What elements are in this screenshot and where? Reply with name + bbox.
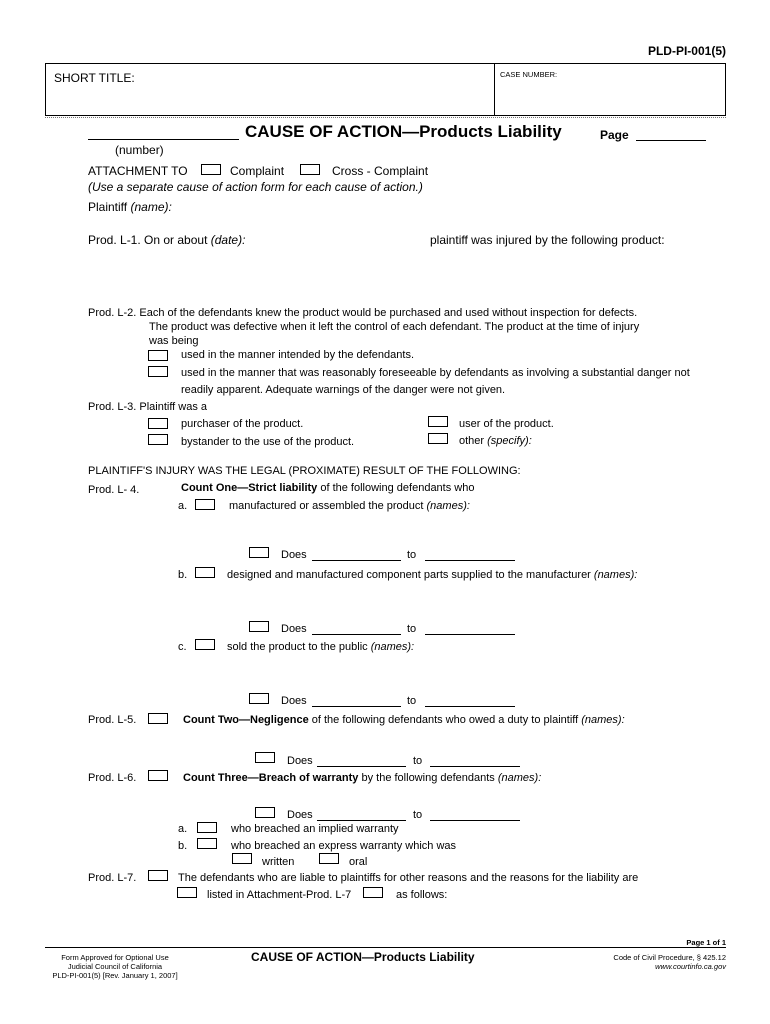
l4-c-line	[227, 641, 414, 653]
l4b-to-label: to	[407, 623, 417, 635]
l7-checkbox[interactable]	[148, 870, 168, 881]
header-dotted-rule	[45, 117, 726, 118]
l5-does-checkbox[interactable]	[255, 752, 275, 763]
l6-a-letter: a.	[178, 823, 188, 835]
l1-tail: plaintiff was injured by the following product:	[430, 233, 665, 247]
footer-rev: PLD-PI-001(5) [Rev. January 1, 2007]	[52, 971, 178, 980]
l7-listed: listed in Attachment-Prod. L-7	[207, 889, 352, 901]
plaintiff-name-field[interactable]	[170, 198, 720, 214]
footer-page: Page 1 of 1	[686, 938, 726, 947]
written-label: written	[262, 856, 295, 868]
header-box	[45, 63, 726, 116]
purchaser-checkbox[interactable]	[148, 418, 168, 429]
l6a-checkbox[interactable]	[197, 822, 217, 833]
l5-does-label: Does	[287, 755, 313, 767]
l6-does-label: Does	[287, 809, 313, 821]
l5-to-label: to	[413, 755, 423, 767]
l7-as-follows-checkbox[interactable]	[363, 887, 383, 898]
l4-a-text: manufactured or assembled the product	[229, 500, 424, 512]
l4a-does-to-field[interactable]	[425, 560, 515, 561]
l5-label: Prod. L-5.	[88, 714, 137, 726]
l4-count-rest: of the following defendants who	[320, 482, 475, 494]
attachment-instruction: (Use a separate cause of action form for each cause of action.)	[88, 180, 423, 194]
l2-opt1: used in the manner intended by the defendants.	[181, 349, 415, 361]
number-label: (number)	[115, 143, 164, 157]
l7-line1: The defendants who are liable to plaintiffs for other reasons and the reasons for the liability are	[178, 872, 639, 884]
footer-council: Judicial Council of California	[67, 962, 163, 971]
purchaser-label: purchaser of the product.	[181, 418, 304, 430]
l4c-does-label: Does	[281, 695, 307, 707]
l4c-does-from-field[interactable]	[312, 706, 401, 707]
l4-count-title: Count One—Strict liability	[181, 482, 318, 494]
footer-site[interactable]: www.courtinfo.ca.gov	[655, 962, 726, 971]
user-checkbox[interactable]	[428, 416, 448, 427]
l4-a-names-hint: (names):	[426, 500, 470, 512]
other-checkbox[interactable]	[428, 433, 448, 444]
injury-heading: PLAINTIFF'S INJURY WAS THE LEGAL (PROXIMATE) RESULT OF THE FOLLOWING:	[88, 465, 521, 477]
l6-checkbox[interactable]	[148, 770, 168, 781]
cause-number-field[interactable]	[88, 139, 239, 140]
l4a-checkbox[interactable]	[195, 499, 215, 510]
l7-as-follows: as follows:	[396, 889, 448, 901]
l4c-checkbox[interactable]	[195, 639, 215, 650]
l4a-does-from-field[interactable]	[312, 560, 401, 561]
l4c-does-checkbox[interactable]	[249, 693, 269, 704]
l5-checkbox[interactable]	[148, 713, 168, 724]
l5-count-title: Count Two—Negligence	[183, 714, 309, 726]
l4-label: Prod. L- 4.	[88, 484, 140, 496]
plaintiff-label	[88, 200, 172, 214]
other-text: other	[459, 435, 485, 447]
l4b-does-label: Does	[281, 623, 307, 635]
short-title-label: SHORT TITLE:	[54, 71, 135, 85]
l4a-to-label: to	[407, 549, 417, 561]
oral-label: oral	[349, 856, 368, 868]
l4-b-line	[227, 569, 637, 581]
l1-date-hint: (date):	[210, 233, 246, 247]
other-specify-hint: (specify):	[487, 435, 532, 447]
plaintiff-text: Plaintiff	[88, 200, 128, 214]
case-number-label: CASE NUMBER:	[500, 70, 558, 79]
bystander-label: bystander to the use of the product.	[181, 436, 355, 448]
l5-does-from-field[interactable]	[317, 766, 406, 767]
l2-intended-checkbox[interactable]	[148, 350, 168, 361]
cross-complaint-checkbox[interactable]	[300, 164, 320, 175]
l4c-to-label: to	[407, 695, 417, 707]
footer-code: Code of Civil Procedure, § 425.12	[613, 953, 726, 962]
product-field[interactable]	[88, 252, 718, 302]
l5-count-line	[183, 714, 625, 726]
l4-count-line	[181, 482, 474, 494]
l2-line2: The product was defective when it left the control of each defendant. The product at the time of injury	[149, 321, 640, 333]
l6-count-title: Count Three—Breach of warranty	[183, 772, 359, 784]
form-title: CAUSE OF ACTION—Products Liability	[245, 122, 562, 141]
l6-count-line	[183, 772, 541, 784]
user-label: user of the product.	[459, 418, 554, 430]
footer-right	[613, 953, 726, 971]
l6-does-to-field[interactable]	[430, 820, 520, 821]
l6-b-text: who breached an express warranty which was	[231, 840, 457, 852]
l4-b-letter: b.	[178, 569, 188, 581]
l4-c-names-hint: (names):	[370, 641, 415, 653]
l4b-does-checkbox[interactable]	[249, 621, 269, 632]
footer-left	[30, 953, 200, 980]
l6-does-from-field[interactable]	[317, 820, 406, 821]
bystander-checkbox[interactable]	[148, 434, 168, 445]
l6b-checkbox[interactable]	[197, 838, 217, 849]
other-label	[459, 435, 532, 447]
l4-b-text: designed and manufactured component parts supplied to the manufacturer	[227, 569, 591, 581]
form-id: PLD-PI-001(5)	[647, 44, 726, 58]
plaintiff-name-hint: (name):	[130, 200, 172, 214]
cross-complaint-label: Cross - Complaint	[332, 164, 429, 178]
footer-title: CAUSE OF ACTION—Products Liability	[251, 950, 475, 964]
l4a-does-label: Does	[281, 549, 307, 561]
l3-label: Prod. L-3. Plaintiff was a	[88, 401, 208, 413]
l4b-does-from-field[interactable]	[312, 634, 401, 635]
l2-line3: was being	[149, 335, 199, 347]
l4-c-text: sold the product to the public	[227, 641, 368, 653]
l2-foreseeable-checkbox[interactable]	[148, 366, 168, 377]
l2-opt2b: readily apparent. Adequate warnings of the danger were not given.	[181, 384, 506, 396]
l5-names-hint: (names):	[581, 714, 625, 726]
l2-line1: Prod. L-2. Each of the defendants knew the product would be purchased and used without inspection for defects.	[88, 307, 638, 319]
l6-names-hint: (names):	[497, 772, 542, 784]
l7-reasons-field[interactable]	[88, 906, 718, 936]
case-number-field[interactable]	[499, 82, 721, 112]
l6-b-letter: b.	[178, 840, 188, 852]
l1-date-field[interactable]	[240, 231, 420, 247]
l4-a-letter: a.	[178, 500, 188, 512]
complaint-checkbox[interactable]	[201, 164, 221, 175]
l4b-does-to-field[interactable]	[425, 634, 515, 635]
l4a-does-checkbox[interactable]	[249, 547, 269, 558]
footer-approved: Form Approved for Optional Use	[61, 953, 169, 962]
l5-does-to-field[interactable]	[430, 766, 520, 767]
header-divider	[494, 64, 495, 115]
l1-line	[88, 233, 245, 247]
l4c-does-to-field[interactable]	[425, 706, 515, 707]
l6-a-text: who breached an implied warranty	[231, 823, 399, 835]
l4-b-names-hint: (names):	[593, 569, 638, 581]
footer-rule	[45, 947, 726, 948]
written-checkbox[interactable]	[232, 853, 252, 864]
l7-attachment-checkbox[interactable]	[177, 887, 197, 898]
complaint-label: Complaint	[230, 164, 285, 178]
attachment-label: ATTACHMENT TO	[88, 164, 188, 178]
l6-count-rest: by the following defendants	[361, 772, 495, 784]
l1-prefix: Prod. L-1. On or about	[88, 233, 208, 247]
l4-a-line	[229, 500, 470, 512]
l6-label: Prod. L-6.	[88, 772, 137, 784]
oral-checkbox[interactable]	[319, 853, 339, 864]
l4b-checkbox[interactable]	[195, 567, 215, 578]
l2-opt2a: used in the manner that was reasonably foreseeable by defendants as involving a substantial danger not	[181, 367, 690, 379]
page-number-field[interactable]	[636, 140, 706, 141]
l6-to-label: to	[413, 809, 423, 821]
page-label: Page	[600, 128, 629, 142]
short-title-field[interactable]	[51, 86, 489, 112]
l4-c-letter: c.	[178, 641, 187, 653]
l6-does-checkbox[interactable]	[255, 807, 275, 818]
l5-count-rest: of the following defendants who owed a duty to plaintiff	[311, 714, 579, 726]
l7-label: Prod. L-7.	[88, 872, 137, 884]
